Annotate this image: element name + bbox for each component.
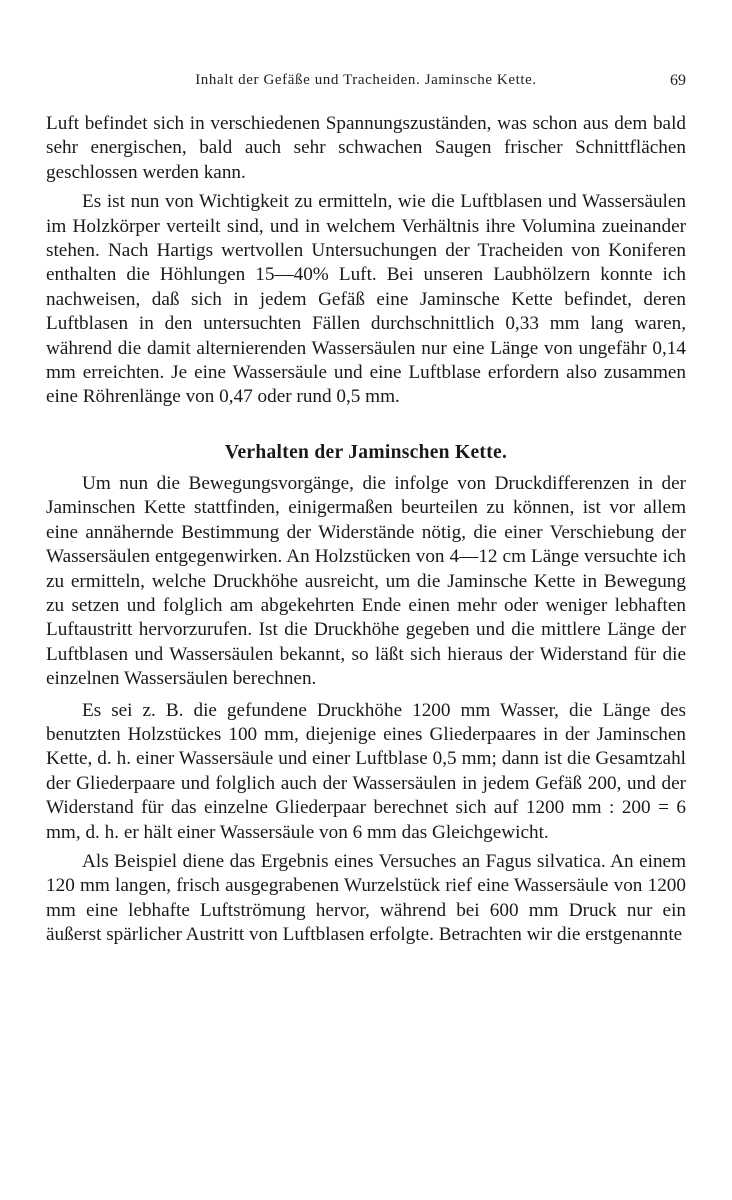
page-number: 69 [670,72,686,89]
paragraph-luftblasen-verteilung: Es ist nun von Wichtigkeit zu ermitteln, wie die Luftblasen und Wassersäulen im Holzkörper verteilt sind, und in welchem Verhältnis ihre Volumina zueinander stehen. Nach Hartigs wertvollen Untersuchungen der Tracheiden von Koniferen enthalten die Höhlungen 15—40% Luft. Bei unseren Laubhölzern konnte ich nachweisen, daß sich in jedem Gefäß eine Jaminsche Kette befindet, deren Luftblasen in den untersuchten Fällen durchschnittlich 0,33 mm lang waren, während die damit alternierenden Wassersäulen nur eine Länge von ungefähr 0,14 mm erreichten. Je eine Wassersäule und eine Luftblase erfordern also zusammen eine Röhrenlänge von 0,47 oder rund 0,5 mm. [46,191,686,408]
section-heading: Verhalten der Jaminschen Kette. [224,441,508,463]
paragraph-bewegungsvorgaenge: Um nun die Bewegungsvorgänge, die infolge von Druckdifferenzen in der Jaminschen Kette stattfinden, einigermaßen beurteilen zu können, ist vor allem eine annähernde Bestimmung der Widerstände nötig, die einer Verschiebung der Wassersäulen entgegenwirken. An Holzstücken von 4—12 cm Länge versuchte ich zu ermitteln, welche Druckhöhe ausreicht, um die Jaminsche Kette in Bewegung zu setzen und folglich am abgekehrten Ende einen mehr oder weniger lebhaften Luftaustritt hervorzurufen. Ist die Druckhöhe gegeben und die mittlere Länge der Luftblasen und Wassersäulen bekannt, so läßt sich hieraus der Widerstand für die einzelnen Wassersäulen berechnen. [46,472,686,690]
paragraph-beispielrechnung: Es sei z. B. die gefundene Druckhöhe 1200 mm Wasser, die Länge des benutzten Holzstückes 100 mm, diejenige eines Gliederpaares in der Jaminschen Kette, d. h. einer Wassersäule und einer Luftblase 0,5 mm; dann ist die Gesamtzahl der Gliederpaare und folglich auch der Wassersäulen in jedem Gefäß 200, und der Widerstand für das einzelne Gliederpaar berechnet sich auf 1200 mm : 200 = 6 mm, d. h. er hält einer Wassersäule von 6 mm das Gleichgewicht. [46,699,686,843]
paragraph-continued: Luft befindet sich in verschiedenen Spannungszuständen, was schon aus dem bald sehr energischen, bald auch sehr schwachen Saugen frischer Schnittflächen geschlossen werden kann. [46,113,686,183]
paragraph-fagus-versuch: Als Beispiel diene das Ergebnis eines Versuches an Fagus silvatica. An einem 120 mm langen, frisch ausgegrabenen Wurzelstück rief eine Wassersäule von 1200 mm eine lebhafte Luftströmung hervor, während bei 600 mm Druck nur ein äußerst spärlicher Austritt von Luftblasen erfolgte. Betrachten wir die erstgenannte [46,850,686,946]
running-head-title: Inhalt der Gefäße und Tracheiden. Jaminsche Kette. [195,72,537,88]
running-head [46,72,686,96]
body-text [46,112,686,948]
